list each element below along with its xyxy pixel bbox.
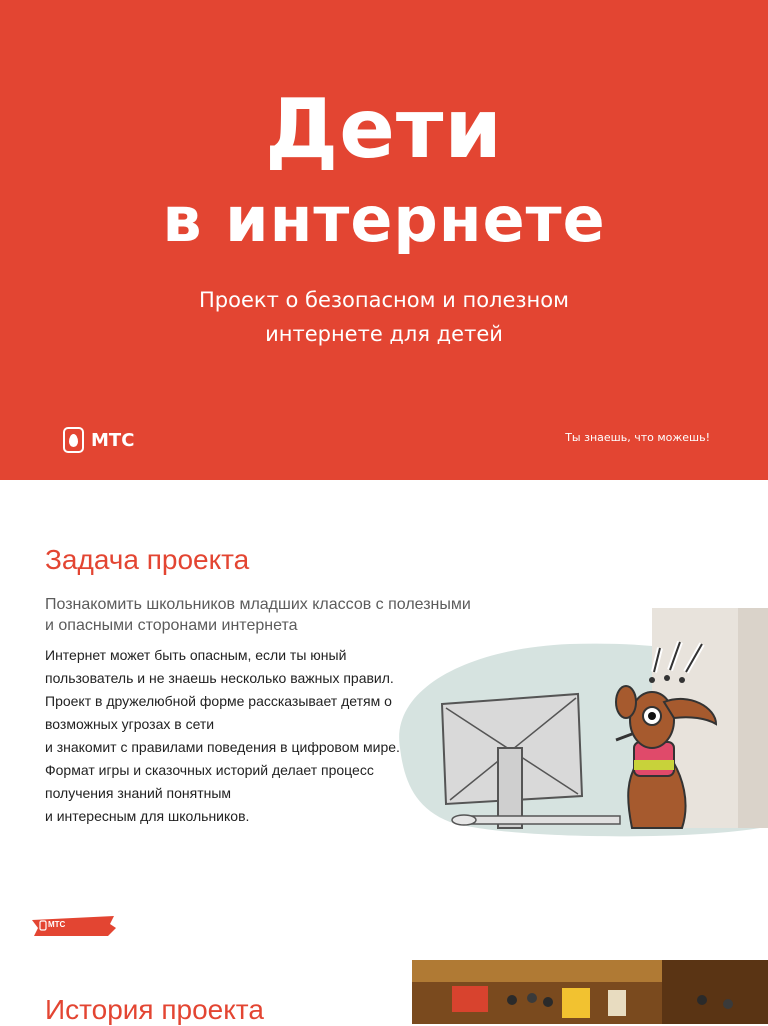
slogan: Ты знаешь, что можешь! — [565, 431, 710, 444]
task-lead: Познакомить школьников младших классов с полезными и опасными сторонами интернета — [45, 596, 471, 634]
hero-banner — [0, 0, 768, 480]
history-title: История проекта — [45, 994, 264, 1025]
task-title: Задача проекта — [45, 544, 250, 575]
hero-subtitle-line2: интернете для детей — [265, 322, 503, 346]
mts-stamp-text: МТС — [48, 920, 66, 929]
event-photo — [412, 960, 768, 1024]
hero-title-line2: в интернете — [162, 183, 606, 256]
egg-icon — [63, 427, 84, 453]
dog-computer-illustration — [390, 608, 768, 842]
hero-subtitle-line1: Проект о безопасном и полезном — [199, 288, 569, 312]
mts-logo-text: МТС — [91, 429, 135, 451]
task-body: Интернет может быть опасным, если ты юный пользователь и не знаешь несколько важных правил. Проект в дружелюбной форме рассказывает детям о возможных угрозах в сети и знакомит с правилами поведения в цифровом мире. Формат игры и сказочных историй делает процесс получения знаний понятным и интересным для школьников. — [45, 647, 400, 824]
hero-title-line1: Дети — [265, 82, 503, 177]
mts-stamp-logo — [30, 914, 116, 938]
mts-logo — [63, 426, 134, 454]
